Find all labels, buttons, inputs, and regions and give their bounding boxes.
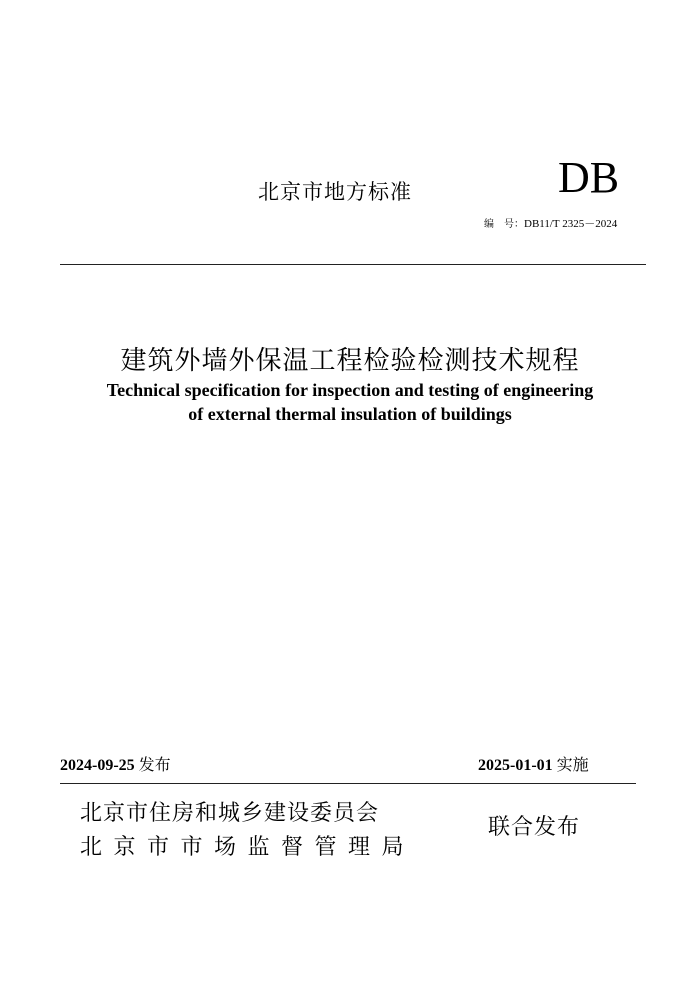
- title-chinese: 建筑外墙外保温工程检验检测技术规程: [120, 346, 580, 376]
- implementation-date: [478, 752, 589, 775]
- implementation-label: 实施: [556, 755, 589, 774]
- issue-date: [60, 752, 171, 775]
- standard-number: [484, 215, 617, 231]
- bottom-divider: [60, 783, 636, 784]
- joint-issue-label: 联合发布: [488, 815, 581, 840]
- standard-number-value: DB11/T 2325－2024: [524, 218, 618, 230]
- standard-number-label: 编 号：: [484, 219, 524, 230]
- issue-date-value: 2024-09-25: [60, 757, 135, 774]
- issuer-housing-commission: 北京市住房和城乡建设委员会: [80, 801, 380, 826]
- standard-mark: DB: [558, 153, 620, 202]
- implementation-date-value: 2025-01-01: [478, 757, 553, 774]
- top-divider: [60, 264, 646, 265]
- issue-label: 发布: [138, 755, 171, 774]
- title-english-line2: of external thermal insulation of buildings: [188, 404, 512, 424]
- title-english-line1: Technical specification for inspection and testing of engineering: [106, 380, 594, 400]
- standard-type: 北京市地方标准: [258, 180, 412, 204]
- issuer-market-regulation: 北京市市场监督管理局: [80, 835, 416, 860]
